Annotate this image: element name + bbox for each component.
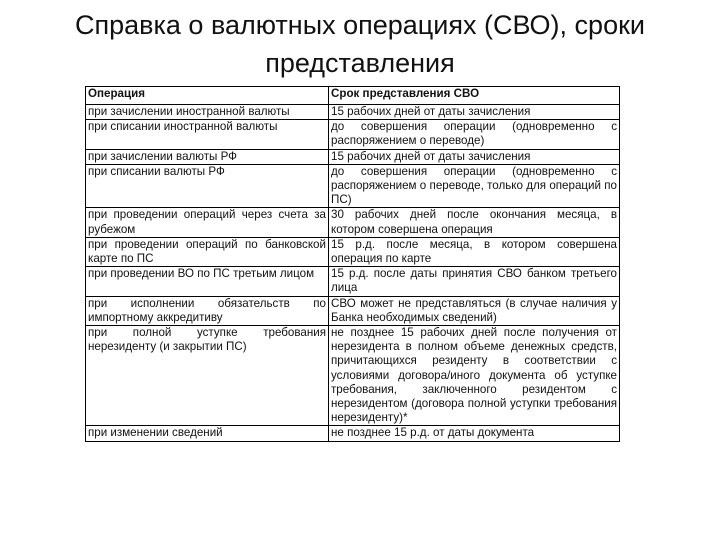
table-row <box>86 296 620 325</box>
operation-cell: при зачислении иностранной валюты <box>86 105 329 120</box>
deadline-cell: до совершения операции (одновременно с распоряжением о переводе) <box>329 120 620 149</box>
svo-deadlines-table <box>85 86 619 442</box>
operation-cell: при проведении операций по банковской карте по ПС <box>86 237 329 266</box>
table-row <box>86 237 620 266</box>
deadline-cell: 15 рабочих дней от даты зачисления <box>329 105 620 120</box>
operation-cell: при исполнении обязательств по импортному аккредитиву <box>86 296 329 325</box>
deadline-cell: СВО может не представляться (в случае наличия у Банка необходимых сведений) <box>329 296 620 325</box>
operation-cell: при изменении сведений <box>86 426 329 441</box>
header-deadline: Срок представления СВО <box>329 87 620 105</box>
operation-cell: при списании иностранной валюты <box>86 120 329 149</box>
deadline-cell: не позднее 15 рабочих дней после получения от нерезидента в полном объеме денежных средств, причитающихся резиденту в соответствии с условиями договора/иного документа об уступке требования, заключенного резидентом с нерезидентом (договора полной уступки требования нерезиденту)* <box>329 326 620 426</box>
table-row <box>86 105 620 120</box>
operation-cell: при зачислении валюты РФ <box>86 149 329 164</box>
table-row <box>86 208 620 237</box>
slide-title <box>60 6 660 82</box>
operation-cell: при списании валюты РФ <box>86 164 329 208</box>
operation-cell: при полной уступке требования нерезиденту (и закрытии ПС) <box>86 326 329 426</box>
deadline-cell: 15 р.д. после месяца, в котором совершена операция по карте <box>329 237 620 266</box>
table-row <box>86 149 620 164</box>
deadline-cell: до совершения операции (одновременно с распоряжением о переводе, только для операций по ПС) <box>329 164 620 208</box>
table-row <box>86 426 620 441</box>
operation-cell: при проведении операций через счета за рубежом <box>86 208 329 237</box>
deadline-cell: 30 рабочих дней после окончания месяца, в котором совершена операция <box>329 208 620 237</box>
operation-cell: при проведении ВО по ПС третьим лицом <box>86 267 329 296</box>
table-row <box>86 267 620 296</box>
deadline-cell: 15 рабочих дней от даты зачисления <box>329 149 620 164</box>
table-row <box>86 326 620 426</box>
deadline-cell: не позднее 15 р.д. от даты документа <box>329 426 620 441</box>
deadline-cell: 15 р.д. после даты принятия СВО банком третьего лица <box>329 267 620 296</box>
table-header-row <box>86 87 620 105</box>
title-line-1: Справка о валютных операциях (СВО), сроки <box>75 10 645 40</box>
table-row <box>86 164 620 208</box>
header-operation: Операция <box>86 87 329 105</box>
table-row <box>86 120 620 149</box>
title-line-2: представления <box>265 48 455 78</box>
